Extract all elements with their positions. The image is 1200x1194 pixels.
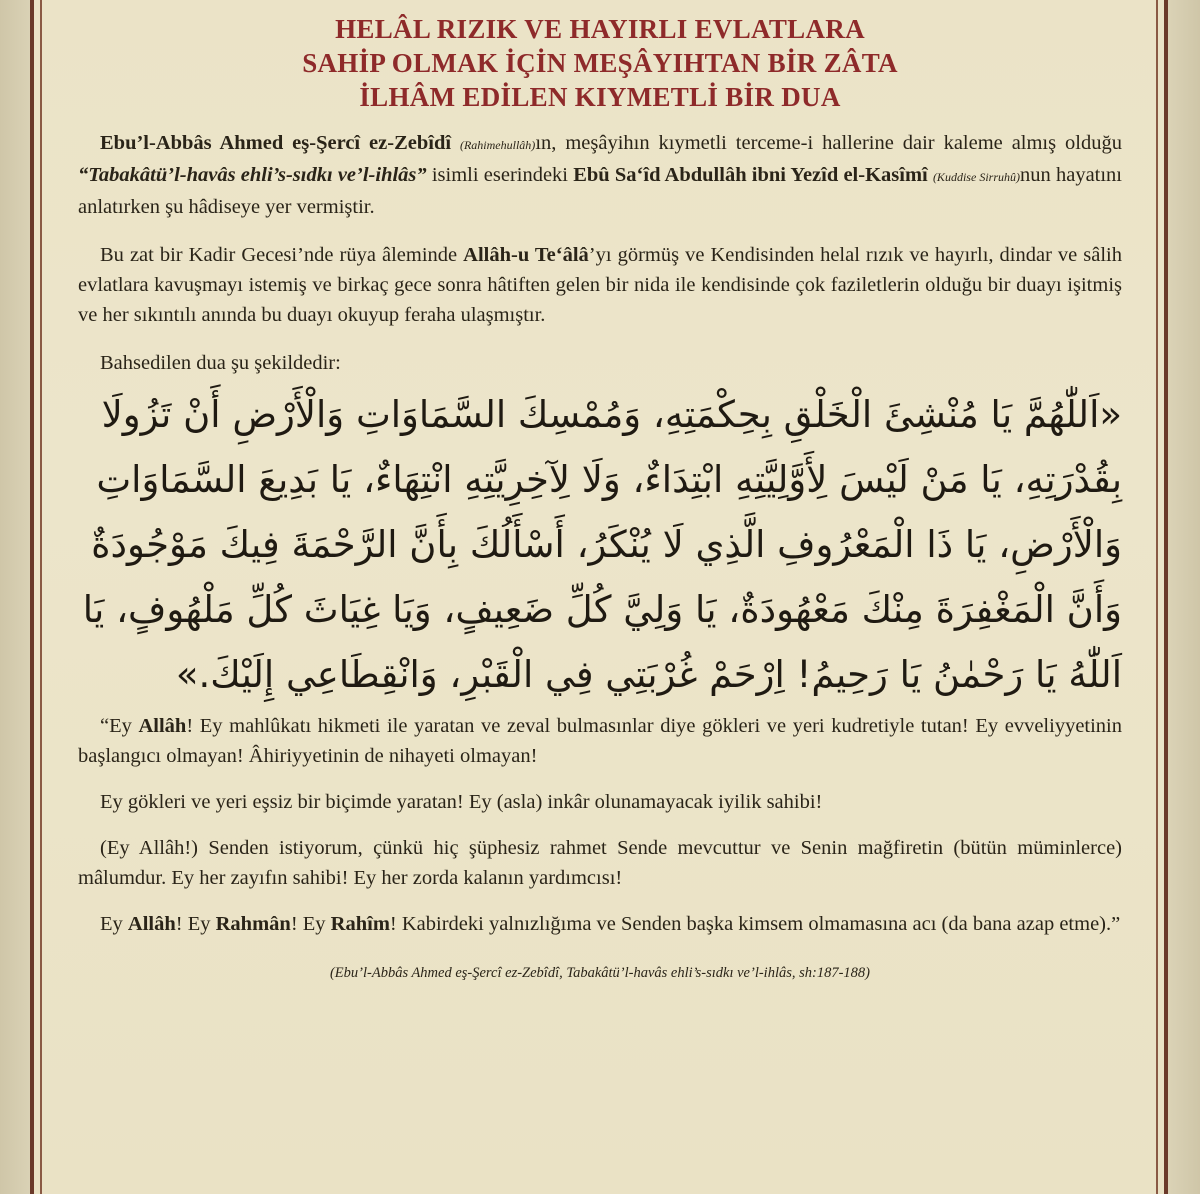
title-line-1: HELÂL RIZIK VE HAYIRLI EVLATLARA: [335, 14, 865, 44]
translation-p4: [78, 909, 1122, 939]
translation-p4-b: ! Ey: [175, 913, 216, 935]
intro-text-2: isimli eserindeki: [426, 164, 574, 186]
arabic-line-2: بِقُدْرَتِهِ، يَا مَنْ لَيْسَ لِأَوَّلِيَّتِهِ ابْتِدَاءٌ، وَلَا لِآخِرِيَّتِهِ انْتِهَاءٌ، يَا بَدِيعَ السَّمَاوَاتِ: [96, 458, 1122, 501]
translation-p2: Ey gökleri ve yeri eşsiz bir biçimde yaratan! Ey (asla) inkâr olunamayacak iyilik sahibi!: [100, 791, 823, 813]
dua-lead: Bahsedilen dua şu şekildedir:: [100, 352, 341, 374]
translation-p4-allah: Allâh: [127, 913, 176, 935]
intro-text-1: ın, meşâyihın kıymetli terceme-i hallerine dair kaleme almış olduğu: [535, 132, 1122, 154]
translation-p1-a: “Ey: [100, 715, 139, 737]
book-title: “Tabakâtü’l-havâs ehli’s-sıdkı ve’l-ihlâs”: [78, 164, 427, 186]
translation-p4-rahim: Rahîm: [330, 913, 390, 935]
title-line-2: SAHİP OLMAK İÇİN MEŞÂYIHTAN BİR ZÂTA: [302, 48, 898, 78]
arabic-line-5: اَللّٰهُ يَا رَحْمٰنُ يَا رَحِيمُ! اِرْحَمْ غُرْبَتِي فِي الْقَبْرِ، وَانْقِطَاعِي إِلَيْكَ.»: [175, 653, 1122, 696]
arabic-line-4: وَأَنَّ الْمَغْفِرَةَ مِنْكَ مَعْهُودَةٌ، يَا وَلِيَّ كُلِّ ضَعِيفٍ، وَيَا غِيَاثَ كُلِّ مَلْهُوفٍ، يَا: [82, 588, 1122, 631]
story-paragraph: [78, 240, 1122, 330]
translation-p3: (Ey Allâh!) Senden istiyorum, çünkü hiç şüphesiz rahmet Sende mevcuttur ve Senin mağfiretin (bütün müminlerce) mâlumdur. Ey her zayıfın sahibi! Ey her zorda kalanın yardımcısı!: [78, 837, 1122, 889]
story-text-2: ’yı görmüş ve Kendisinden helal rızık ve hayırlı, dindar ve sâlih evlatlara kavuşmayı istemiş ve birkaç gece sonra hâtiften gelen bir nida ile kendisinde çok faziletlerin olduğu bir duayı işitmiş ve her sıkıntılı anında bu duayı okuyup feraha ulaşmıştır.: [78, 244, 1123, 326]
translation-p4-c: ! Ey: [290, 913, 331, 935]
translation-p1-allah: Allâh: [138, 715, 187, 737]
translation-p4-d: ! Kabirdeki yalnızlığıma ve Senden başka kimsem olmamasına acı (da bana azap etme).”: [389, 913, 1121, 935]
arabic-dua: [78, 382, 1122, 707]
author-honorific: (Rahimehullâh): [459, 138, 536, 152]
translation-p1-b: ! Ey mahlûkatı hikmeti ile yaratan ve zeval bulmasınlar diye gökleri ve yeri kudretiyle tutan! Ey evveliyyetinin başlangıcı olmayan! Âhiriyyetinin de nihayeti olmayan!: [78, 715, 1122, 767]
author-name: Ebu’l-Abbâs Ahmed eş-Şercî ez-Zebîdî: [100, 132, 452, 154]
translation-p4-a: Ey: [100, 913, 128, 935]
arabic-line-1: «اَللّٰهُمَّ يَا مُنْشِئَ الْخَلْقِ بِحِكْمَتِهِ، وَمُمْسِكَ السَّمَاوَاتِ وَالْأَرْضِ أَنْ تَزُولَا: [101, 393, 1122, 436]
story-text-1: Bu zat bir Kadir Gecesi’nde rüya âleminde: [100, 244, 464, 266]
subject-honorific: (Kuddise Sirruhû): [932, 170, 1021, 184]
page-title: [78, 12, 1122, 114]
allah-name: Allâh-u Te‘âlâ: [463, 244, 589, 266]
arabic-line-3: وَالْأَرْضِ، يَا ذَا الْمَعْرُوفِ الَّذِي لَا يُنْكَرُ، أَسْأَلُكَ بِأَنَّ الرَّحْمَةَ فِيكَ مَوْجُودَةٌ: [91, 523, 1122, 566]
translation: [78, 711, 1122, 939]
translation-p1: [78, 711, 1122, 771]
translation-p4-rahman: Rahmân: [215, 913, 291, 935]
intro-text-3: nun hayatını anlatırken şu hâdiseye yer vermiştir.: [78, 164, 1123, 218]
subject-name: Ebû Sa‘îd Abdullâh ibni Yezîd el-Kasîmî: [573, 164, 928, 186]
title-line-3: İLHÂM EDİLEN KIYMETLİ BİR DUA: [359, 82, 841, 112]
citation: (Ebu’l-Abbâs Ahmed eş-Şercî ez-Zebîdî, Tabakâtü’l-havâs ehli’s-sıdkı ve’l-ihlâs, sh:187-188): [329, 965, 871, 981]
content: [78, 12, 1122, 982]
intro-paragraph: [78, 128, 1122, 222]
